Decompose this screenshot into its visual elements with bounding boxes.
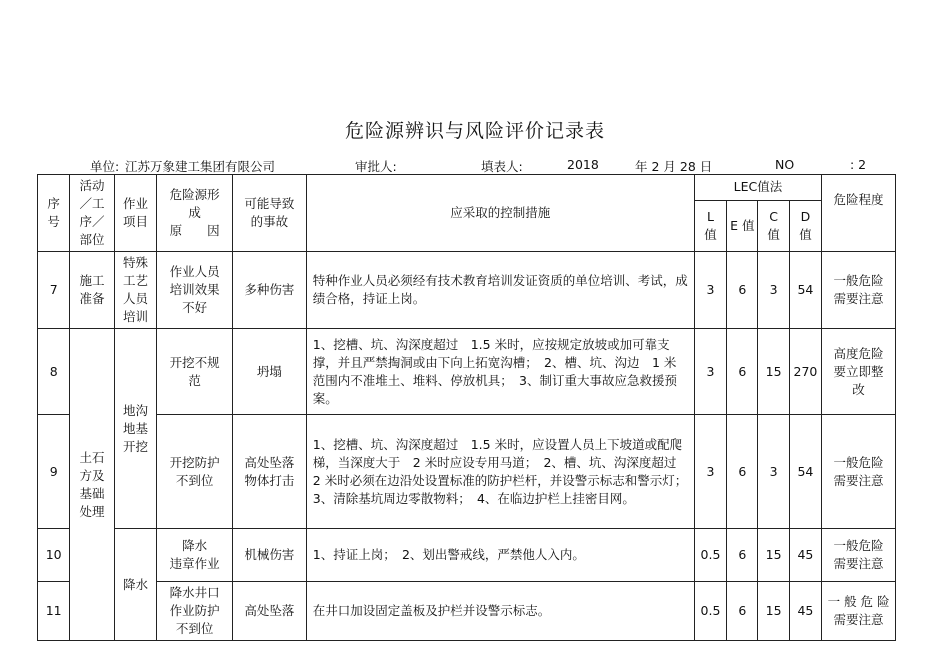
row-c: 15 (758, 582, 789, 641)
page-title: 危险源辨识与风险评价记录表 (344, 120, 605, 142)
row-item: 地沟 地基 开挖 (114, 329, 156, 529)
row-accident: 坍塌 (233, 329, 307, 415)
approver-label: 审批人: (355, 159, 397, 174)
date-year: 2018 (567, 157, 599, 172)
row-hazard: 降水 违章作业 (157, 529, 233, 582)
header-seq: 序 号 (38, 175, 70, 252)
row-l: 0.5 (694, 582, 726, 641)
row-measures: 在井口加设固定盖板及护栏并设警示标志。 (306, 582, 694, 641)
date-month-day: 年 2 月 28 日 (635, 159, 713, 174)
row-d: 45 (789, 582, 821, 641)
header-measures: 应采取的控制措施 (306, 175, 694, 252)
row-measures: 1、挖槽、坑、沟深度超过 1.5 米时，应设置人员上下坡道或配爬梯，当深度大于 2 米时应设专用马道； 2、槽、坑、沟深度超过 2 米时必须在边沿处设置标准的防护栏杆，并设警示标志和警示灯； 3、清除基坑周边零散物料； 4、在临边护栏上挂密目网。 (306, 415, 694, 529)
row-hazard: 作业人员 培训效果 不好 (157, 252, 233, 329)
row-c: 15 (758, 329, 789, 415)
row-e: 6 (727, 582, 758, 641)
row-e: 6 (727, 529, 758, 582)
filler-label: 填表人: (481, 159, 523, 174)
header-l: L 值 (694, 200, 726, 251)
row-d: 54 (789, 415, 821, 529)
row-c: 3 (758, 252, 789, 329)
header-c: C 值 (758, 200, 789, 251)
row-accident: 高处坠落 物体打击 (233, 415, 307, 529)
row-d: 54 (789, 252, 821, 329)
row-item: 降水 (114, 529, 156, 641)
table-row (38, 329, 896, 415)
no-label: NO (775, 157, 795, 172)
row-l: 3 (694, 329, 726, 415)
row-seq: 11 (38, 582, 70, 641)
header-d: D 值 (789, 200, 821, 251)
row-hazard: 开挖防护 不到位 (157, 415, 233, 529)
row-seq: 7 (38, 252, 70, 329)
row-e: 6 (727, 329, 758, 415)
row-accident: 多种伤害 (233, 252, 307, 329)
table-row (38, 415, 896, 529)
row-level: 一般危险 需要注意 (822, 415, 896, 529)
risk-assessment-table (37, 174, 896, 641)
row-level: 高度危险 要立即整 改 (822, 329, 896, 415)
row-l: 0.5 (694, 529, 726, 582)
table-row (38, 529, 896, 582)
row-accident: 机械伤害 (233, 529, 307, 582)
row-activity: 施工 准备 (70, 252, 114, 329)
row-e: 6 (727, 415, 758, 529)
header-accident: 可能导致 的事故 (233, 175, 307, 252)
row-accident: 高处坠落 (233, 582, 307, 641)
row-c: 3 (758, 415, 789, 529)
row-e: 6 (727, 252, 758, 329)
unit-value: 江苏万象建工集团有限公司 (125, 159, 276, 174)
no-value: : 2 (850, 157, 867, 172)
row-activity: 土石 方及 基础 处理 (70, 329, 114, 641)
row-hazard: 降水井口 作业防护 不到位 (157, 582, 233, 641)
header-level: 危险程度 (822, 175, 896, 252)
row-d: 45 (789, 529, 821, 582)
header-hazard: 危险源形 成 原 因 (157, 175, 233, 252)
row-seq: 8 (38, 329, 70, 415)
table-row (38, 582, 896, 641)
header-lec: LEC值法 (694, 175, 821, 201)
row-level: 一般危险 需要注意 (822, 252, 896, 329)
table-row (38, 252, 896, 329)
row-d: 270 (789, 329, 821, 415)
unit-label: 单位: (90, 159, 120, 174)
row-measures: 1、挖槽、坑、沟深度超过 1.5 米时，应按规定放坡或加可靠支撑，并且严禁掏洞或由下向上拓宽沟槽； 2、槽、坑、沟边 1 米范围内不准堆土、堆料、停放机具； 3、制订重大事故应急救援预案。 (306, 329, 694, 415)
header-item: 作业 项目 (114, 175, 156, 252)
row-measures: 1、持证上岗； 2、划出警戒线，严禁他人入内。 (306, 529, 694, 582)
header-e: E 值 (727, 200, 758, 251)
header-activity: 活动 ／工 序／ 部位 (70, 175, 114, 252)
row-level: 一 般 危 险 需要注意 (822, 582, 896, 641)
row-l: 3 (694, 415, 726, 529)
header-row (38, 175, 896, 201)
row-l: 3 (694, 252, 726, 329)
row-hazard: 开挖不规 范 (157, 329, 233, 415)
row-level: 一般危险 需要注意 (822, 529, 896, 582)
row-item: 特殊 工艺 人员 培训 (114, 252, 156, 329)
row-c: 15 (758, 529, 789, 582)
row-seq: 9 (38, 415, 70, 529)
row-measures: 特种作业人员必须经有技术教育培训发证资质的单位培训、考试，成绩合格，持证上岗。 (306, 252, 694, 329)
row-seq: 10 (38, 529, 70, 582)
